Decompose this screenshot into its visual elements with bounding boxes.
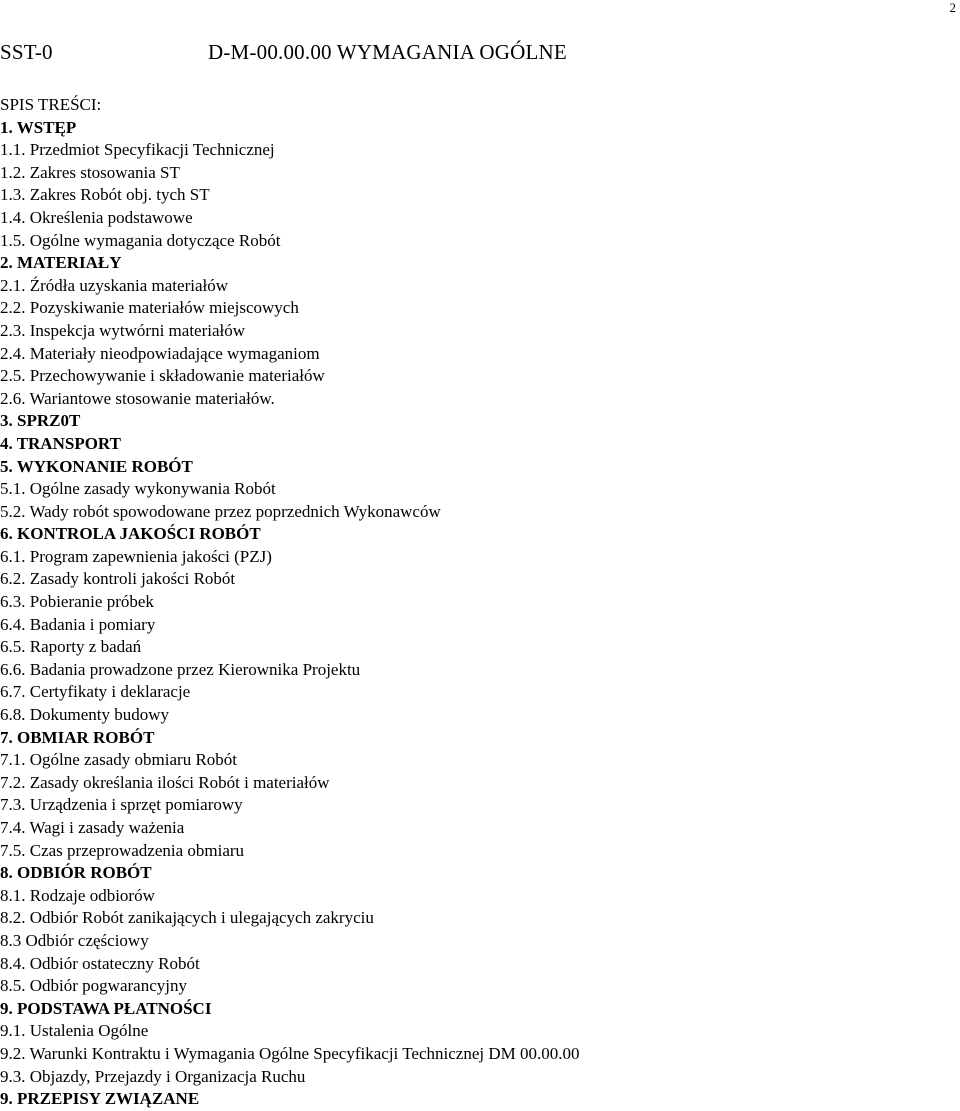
toc-entry[interactable]: 7.1. Ogólne zasady obmiaru Robót bbox=[0, 750, 238, 770]
toc-entry[interactable]: 6.2. Zasady kontroli jakości Robót bbox=[0, 569, 236, 589]
document-title: D-M-00.00.00 WYMAGANIA OGÓLNE bbox=[208, 40, 567, 64]
toc-section-heading[interactable]: 6. KONTROLA JAKOŚCI ROBÓT bbox=[0, 524, 261, 544]
toc-entry[interactable]: 9.3. Objazdy, Przejazdy i Organizacja Ruchu bbox=[0, 1066, 306, 1086]
toc-section-heading[interactable]: 2. MATERIAŁY bbox=[0, 253, 122, 273]
toc-entry[interactable]: 8.2. Odbiór Robót zanikających i ulegających zakryciu bbox=[0, 908, 374, 928]
toc-entry[interactable]: 6.5. Raporty z badań bbox=[0, 637, 142, 657]
toc-entry[interactable]: 9.2. Warunki Kontraktu i Wymagania Ogólne Specyfikacji Technicznej DM 00.00.00 bbox=[0, 1043, 580, 1063]
toc-entry[interactable]: 6.3. Pobieranie próbek bbox=[0, 592, 154, 612]
toc-entry[interactable]: 2.4. Materiały nieodpowiadające wymaganiom bbox=[0, 343, 320, 363]
toc-entry[interactable]: 9.1. Ustalenia Ogólne bbox=[0, 1021, 149, 1041]
toc-entry[interactable]: 6.7. Certyfikaty i deklaracje bbox=[0, 682, 191, 702]
toc-list bbox=[0, 117, 950, 1111]
toc-entry[interactable]: 7.2. Zasady określania ilości Robót i materiałów bbox=[0, 772, 330, 792]
spec-code: SST-0 bbox=[0, 40, 53, 64]
toc-section-heading[interactable]: 7. OBMIAR ROBÓT bbox=[0, 727, 155, 747]
toc-entry[interactable]: 2.1. Źródła uzyskania materiałów bbox=[0, 275, 229, 295]
toc-entry[interactable]: 8.4. Odbiór ostateczny Robót bbox=[0, 953, 200, 973]
toc-entry[interactable]: 2.2. Pozyskiwanie materiałów miejscowych bbox=[0, 298, 299, 318]
toc-section-heading[interactable]: 4. TRANSPORT bbox=[0, 433, 121, 453]
toc-entry[interactable]: 8.1. Rodzaje odbiorów bbox=[0, 885, 155, 905]
document-header bbox=[0, 40, 960, 70]
toc-entry[interactable]: 7.5. Czas przeprowadzenia obmiaru bbox=[0, 840, 245, 860]
toc-entry[interactable]: 6.1. Program zapewnienia jakości (PZJ) bbox=[0, 546, 272, 566]
toc-entry[interactable]: 1.1. Przedmiot Specyfikacji Technicznej bbox=[0, 140, 275, 160]
toc-entry[interactable]: 6.4. Badania i pomiary bbox=[0, 614, 156, 634]
toc-entry[interactable]: 2.6. Wariantowe stosowanie materiałów. bbox=[0, 388, 275, 408]
toc-entry[interactable]: 6.6. Badania prowadzone przez Kierownika Projektu bbox=[0, 659, 361, 679]
toc-entry[interactable]: 5.2. Wady robót spowodowane przez poprzednich Wykonawców bbox=[0, 501, 441, 521]
toc-entry[interactable]: 6.8. Dokumenty budowy bbox=[0, 705, 170, 725]
toc-section-heading[interactable]: 8. ODBIÓR ROBÓT bbox=[0, 863, 152, 883]
toc-section-heading[interactable]: 5. WYKONANIE ROBÓT bbox=[0, 456, 193, 476]
toc-entry[interactable]: 1.4. Określenia podstawowe bbox=[0, 207, 193, 227]
toc-entry[interactable]: 7.4. Wagi i zasady ważenia bbox=[0, 818, 185, 837]
toc-section-heading[interactable]: 1. WSTĘP bbox=[0, 117, 77, 137]
toc-entry[interactable]: 8.5. Odbiór pogwarancyjny bbox=[0, 976, 187, 996]
table-of-contents bbox=[0, 94, 950, 1111]
toc-entry[interactable]: 5.1. Ogólne zasady wykonywania Robót bbox=[0, 479, 276, 499]
toc-title: SPIS TREŚCI: bbox=[0, 95, 102, 114]
toc-section-heading[interactable]: 3. SPRZ0T bbox=[0, 411, 81, 431]
toc-entry[interactable]: 2.5. Przechowywanie i składowanie materiałów bbox=[0, 366, 325, 386]
toc-entry[interactable]: 2.3. Inspekcja wytwórni materiałów bbox=[0, 320, 246, 340]
toc-entry[interactable]: 1.2. Zakres stosowania ST bbox=[0, 162, 180, 182]
toc-section-heading[interactable]: 9. PODSTAWA PŁATNOŚCI bbox=[0, 998, 212, 1018]
page-number: 2 bbox=[949, 0, 956, 15]
toc-entry[interactable]: 1.3. Zakres Robót obj. tych ST bbox=[0, 185, 210, 205]
toc-entry[interactable]: 8.3 Odbiór częściowy bbox=[0, 930, 149, 950]
toc-entry[interactable]: 1.5. Ogólne wymagania dotyczące Robót bbox=[0, 230, 281, 250]
toc-entry[interactable]: 7.3. Urządzenia i sprzęt pomiarowy bbox=[0, 795, 243, 815]
toc-section-heading[interactable]: 9. PRZEPISY ZWIĄZANE bbox=[0, 1089, 200, 1109]
